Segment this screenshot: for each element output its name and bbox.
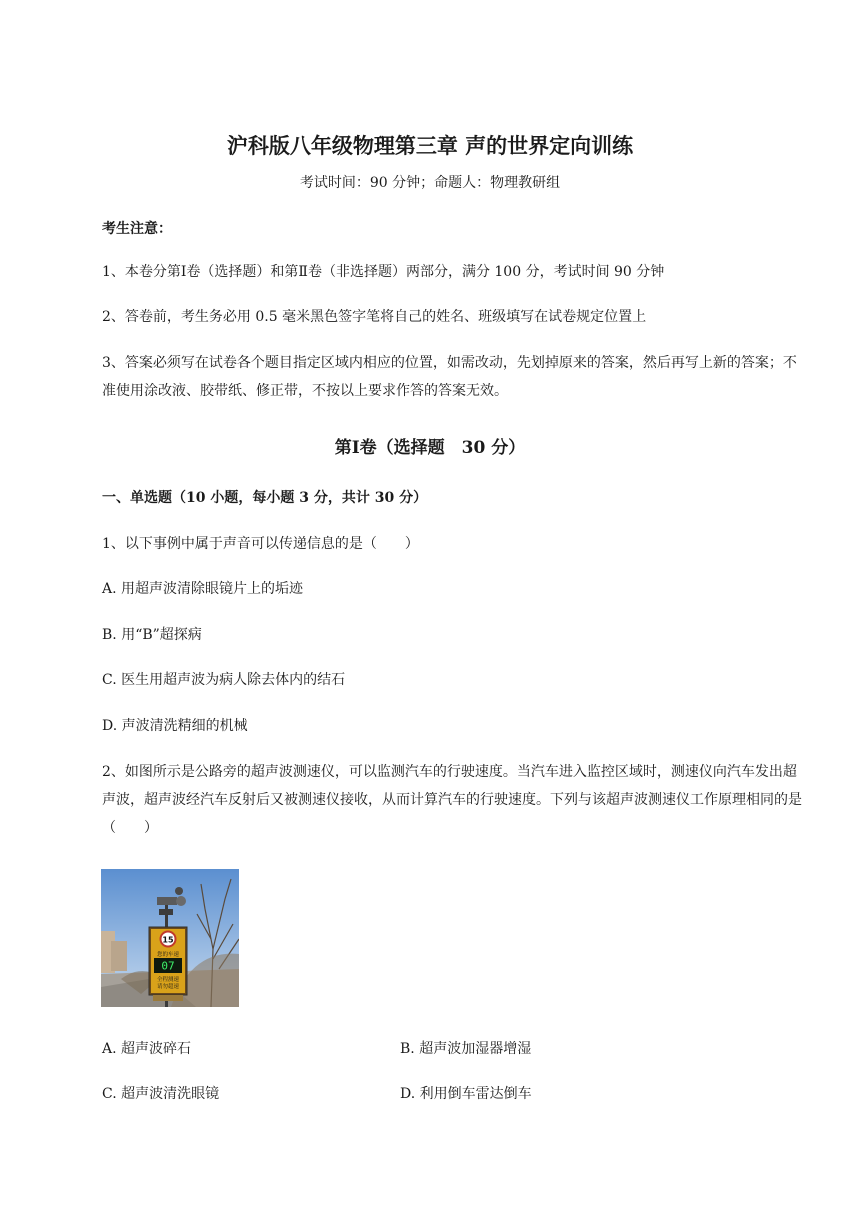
answer-option: B. 用“B”超探病 [102,627,202,643]
answer-option: C. 医生用超声波为病人除去体内的结石 [102,672,346,688]
section-title: 第Ⅰ卷（选择题 30 分） [334,438,526,458]
answer-option: A. 用超声波清除眼镜片上的垢迹 [102,581,304,597]
answer-option: C. 超声波清洗眼镜 [102,1086,220,1102]
speed-limit-text: 15 [162,935,174,945]
notice-item: 1、本卷分第Ⅰ卷（选择题）和第Ⅱ卷（非选择题）两部分，满分 100 分，考试时间 90 分钟 [102,264,665,280]
answer-option: D. 利用倒车雷达倒车 [400,1086,532,1102]
speed-readout: 07 [161,959,175,973]
notice-heading: 考生注意： [102,221,172,237]
question-stem: 1、以下事例中属于声音可以传递信息的是（ ） [102,536,419,552]
notice-item: 3、答案必须写在试卷各个题目指定区域内相应的位置，如需改动，先划掉原来的答案，然后再写上新的答案；不准使用涂改液、胶带纸、修正带，不按以上要求作答的答案无效。 [102,355,797,399]
page-title: 沪科版八年级物理第三章 声的世界定向训练 [226,134,634,158]
answer-option: A. 超声波碎石 [102,1041,192,1057]
speed-detector-photo [101,869,239,1007]
answer-option: B. 超声波加湿器增湿 [400,1041,532,1057]
sign-caption: 全程测速 [156,977,180,983]
part-heading: 一、单选题（10 小题，每小题 3 分，共计 30 分） [102,490,428,506]
question-stem: 2、如图所示是公路旁的超声波测速仪，可以监测汽车的行驶速度。当汽车进入监控区域时，测速仪向汽车发出超声波，超声波经汽车反射后又被测速仪接收，从而计算汽车的行驶速度。下列与该超声波测速仪工作原理相同的是（ ） [102,764,802,836]
sign-caption: 您的车速 [156,952,180,958]
notice-item: 2、答卷前，考生务必用 0.5 毫米黑色签字笔将自己的姓名、班级填写在试卷规定位置上 [102,309,647,325]
answer-option: D. 声波清洗精细的机械 [102,718,248,734]
exam-info: 考试时间：90 分钟；命题人：物理教研组 [299,175,561,191]
sign-caption: 请勿超速 [156,984,180,990]
